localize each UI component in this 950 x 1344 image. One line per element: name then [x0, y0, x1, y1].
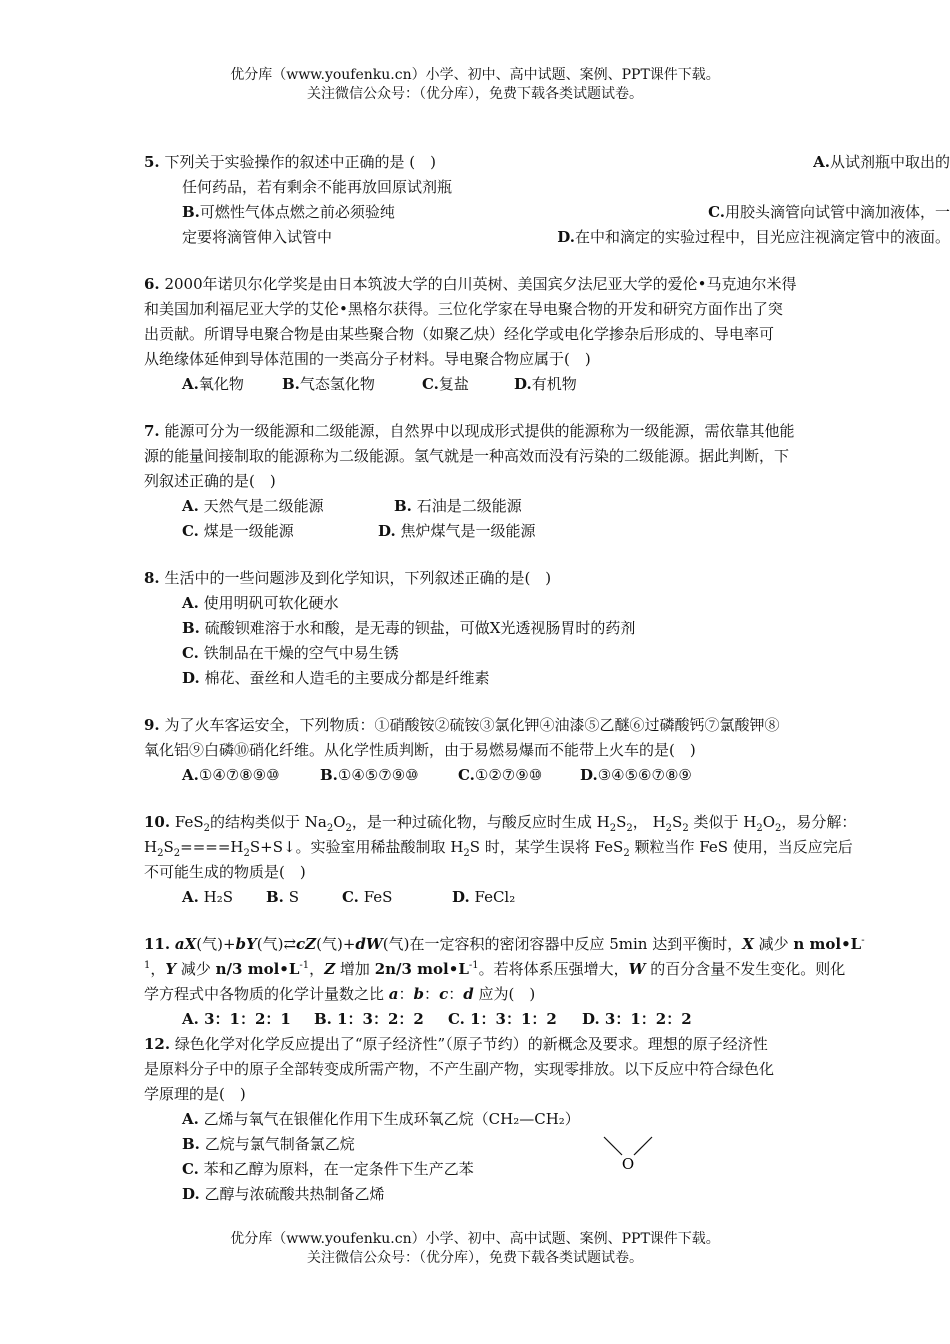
q5-option-c-label: C. — [708, 203, 725, 221]
q5-number: 5. — [144, 153, 160, 171]
q6-line-1: 2000年诺贝尔化学奖是由日本筑波大学的白川英树、美国宾夕法尼亚大学的爱伦•马克迪尔米得 — [164, 275, 797, 293]
q7-option-c: 煤是一级能源 — [203, 522, 294, 540]
q11-line-3: 学方程式中各物质的化学计量数之比 — [144, 985, 385, 1003]
q9-line-1: 为了火车客运安全，下列物质：①硝酸铵②硫铵③氯化钾④油漆⑤乙醚⑥过磷酸钙⑦氯酸钾⑧ — [164, 716, 780, 734]
q9-line-2: 氧化铝⑨白磷⑩硝化纤维。从化学性质判断，由于易燃易爆而不能带上火车的是( ) — [144, 741, 696, 759]
header-line-2: 关注微信公众号：（优分库），免费下载各类试题试卷。 — [307, 86, 643, 102]
q9-option-b: ①④⑤⑦⑨⑩ — [337, 766, 419, 784]
question-6 — [144, 272, 864, 397]
q6-option-a: 氧化物 — [198, 375, 244, 393]
q12-option-d: 乙醇与浓硫酸共热制备乙烯 — [204, 1185, 385, 1203]
question-11: 11. aX(气)+bY(气)⇄cZ(气)+dW(气)在一定容积的密闭容器中反应 5min 达到平衡时，X 减少 n mol•L- $^1$，Y 减少 n/3 $mol•L^{-1}$，Z 增加 2n/3 $mol•L^{-1}$。若将体系压强增大，W 的百分含量不发生变化。则化 学方程式中各物质的化学计量数之比 a：b：c：d 应为( ) A. 3：1：2：1 B. 1：3：2：2 C. 1：3：1：2 D. 3：1：2：2 — [144, 935, 865, 1028]
q10-number: 10. — [144, 813, 171, 831]
q11-option-d: 3：1：2：2 — [604, 1010, 692, 1028]
q7-number: 7. — [144, 422, 160, 440]
q8-option-b: 硫酸钡难溶于水和酸，是无毒的钡盐，可做X光透视肠胃时的药剂 — [204, 619, 636, 637]
q9-option-a: ①④⑦⑧⑨⑩ — [198, 766, 280, 784]
q8-number: 8. — [144, 569, 160, 587]
q7-line-3: 列叙述正确的是( ) — [144, 472, 276, 490]
q6-line-3: 出贡献。所谓导电聚合物是由某些聚合物（如聚乙炔）经化学或电化学掺杂后形成的、导电率可 — [144, 325, 775, 343]
question-10: 10. FeS$_2$的结构类似于 $Na_2O_2$，是一种过硫化物，与酸反应时生成 $H_2S_2$， $H_2S_2$ 类似于 $H_2O_2$，易分解： $H_2S_2====H_2S+S↓$。实验室用稀盐酸制取 $H_2S$ 时，某学生误将 FeS$_2$ 颗粒当作 FeS 使用，当反应完后 不可能生成的物质是( ) A. H₂S B. S C. FeS D. FeCl₂ — [144, 810, 864, 910]
footer-line-1: 优分库（www.youfenku.cn）小学、初中、高中试题、案例、PPT课件下载。 — [230, 1231, 720, 1247]
q7-option-d: 焦炉煤气是一级能源 — [400, 522, 536, 540]
ring-bond-left — [604, 1137, 622, 1155]
q12-line-2: 是原料分子中的原子全部转变成所需产物，不产生副产物，实现零排放。以下反应中符合绿色化 — [144, 1060, 775, 1078]
header-line-1: 优分库（www.youfenku.cn）小学、初中、高中试题、案例、PPT课件下载。 — [230, 67, 720, 83]
q10-option-b: S — [288, 888, 299, 906]
q10-option-c: FeS — [363, 888, 393, 906]
q5-stem: 下列关于实验操作的叙述中正确的是 ( ) — [164, 153, 436, 171]
question-7: 7. 能源可分为一级能源和二级能源，自然界中以现成形式提供的能源称为一级能源，需依靠其他能 源的能量间接制取的能源称为二级能源。氢气就是一种高效而没有污染的二级能源。据此判断，下 列叙述正确的是( ) A. 天然气是二级能源 B. 石油是二级能源 C. 煤是一级能源 D. 焦炉煤气是一级能源 — [144, 419, 864, 544]
q12-line-1: 绿色化学对化学反应提出了“原子经济性”（原子节约）的新概念及要求。理想的原子经济性 — [174, 1035, 768, 1053]
q12-option-c: 苯和乙醇为原料，在一定条件下生产乙苯 — [203, 1160, 474, 1178]
q10-option-a: H₂S — [203, 888, 234, 906]
q5-option-a-label: A. — [813, 153, 830, 171]
epoxide-ring-diagram — [598, 1133, 658, 1173]
q8-stem: 生活中的一些问题涉及到化学知识，下列叙述正确的是( ) — [164, 569, 552, 587]
q7-line-1: 能源可分为一级能源和二级能源，自然界中以现成形式提供的能源称为一级能源，需依靠其他能 — [164, 422, 795, 440]
q10-option-d: FeCl₂ — [474, 888, 516, 906]
q7-option-b: 石油是二级能源 — [416, 497, 522, 515]
question-12: 12. 绿色化学对化学反应提出了“原子经济性”（原子节约）的新概念及要求。理想的原子经济性 是原料分子中的原子全部转变成所需产物，不产生副产物，实现零排放。以下反应中符合绿色化 学原理的是( ) A. 乙烯与氧气在银催化作用下生成环氧乙烷（CH₂—CH₂） B. 乙烷与氯气制备氯乙烷 C. 苯和乙醇为原料，在一定条件下生产乙苯 D. 乙醇与浓硫酸共热制备乙烯 — [144, 1032, 864, 1207]
q11-option-a: 3：1：2：1 — [204, 1010, 291, 1028]
question-8: 8. 生活中的一些问题涉及到化学知识，下列叙述正确的是( ) A. 使用明矾可软化硬水 B. 硫酸钡难溶于水和酸，是无毒的钡盐，可做X光透视肠胃时的药剂 C. 铁制品在干燥的空气中易生锈 D. 棉花、蚕丝和人造毛的主要成分都是纤维素 — [144, 569, 636, 687]
q12-number: 12. — [144, 1035, 171, 1053]
q6-line-2: 和美国加利福尼亚大学的艾伦•黑格尔获得。三位化学家在导电聚合物的开发和研究方面作出了突 — [144, 300, 783, 318]
q5-option-c-text1: 用胶头滴管向试管中滴加液体，一 — [724, 203, 950, 221]
q6-options: A.氧化物 B.气态氢化物 C.复盐 D.有机物 — [182, 375, 577, 393]
ring-oxygen-label: O — [621, 1155, 635, 1173]
q12-option-b: 乙烷与氯气制备氯乙烷 — [204, 1135, 355, 1153]
q9-option-c: ①②⑦⑨⑩ — [474, 766, 543, 784]
q9-number: 9. — [144, 716, 160, 734]
exam-content — [144, 150, 950, 1207]
q6-option-b: 气态氢化物 — [299, 375, 375, 393]
q11-option-c: 1：3：1：2 — [470, 1010, 557, 1028]
q12-option-a: 乙烯与氧气在银催化作用下生成环氧乙烷（CH₂—CH₂） — [203, 1110, 580, 1128]
page-header — [0, 66, 950, 104]
footer-line-2: 关注微信公众号：（优分库），免费下载各类试题试卷。 — [307, 1250, 643, 1266]
question-5 — [144, 150, 950, 250]
q6-number: 6. — [144, 275, 160, 293]
ring-bond-right — [634, 1137, 652, 1155]
q5-option-d-label: D. — [557, 228, 575, 246]
q5-option-a-text1: 从试剂瓶中取出的 — [829, 153, 950, 171]
question-9: 9. 为了火车客运安全，下列物质：①硝酸铵②硫铵③氯化钾④油漆⑤乙醚⑥过磷酸钙⑦氯酸钾⑧ 氧化铝⑨白磷⑩硝化纤维。从化学性质判断，由于易燃易爆而不能带上火车的是( ) A.①④⑦⑧⑨⑩ B.①④⑤⑦⑨⑩ C.①②⑦⑨⑩ D.③④⑤⑥⑦⑧⑨ — [144, 713, 864, 788]
q9-option-d: ③④⑤⑥⑦⑧⑨ — [597, 766, 692, 784]
q8-option-c: 铁制品在干燥的空气中易生锈 — [203, 644, 399, 662]
q12-line-3: 学原理的是( ) — [144, 1085, 246, 1103]
q6-option-d: 有机物 — [531, 375, 577, 393]
q5-option-c-text2: 定要将滴管伸入试管中 — [182, 228, 333, 246]
q8-option-d: 棉花、蚕丝和人造毛的主要成分都是纤维素 — [204, 669, 490, 687]
q7-option-a: 天然气是二级能源 — [203, 497, 324, 515]
q7-line-2: 源的能量间接制取的能源称为二级能源。氢气就是一种高效而没有污染的二级能源。据此判断，下 — [144, 447, 790, 465]
q5-option-d-text: 在中和滴定的实验过程中，目光应注视滴定管中的液面。 — [574, 228, 950, 246]
q5-option-b-label: B. — [182, 203, 200, 221]
q5-option-b-text: 可燃性气体点燃之前必须验纯 — [199, 203, 395, 221]
q10-line-3: 不可能生成的物质是( ) — [144, 863, 306, 881]
q6-option-c: 复盐 — [438, 375, 469, 393]
q6-line-4: 从绝缘体延伸到导体范围的一类高分子材料。导电聚合物应属于( ) — [144, 350, 591, 368]
q8-option-a: 使用明矾可软化硬水 — [203, 594, 339, 612]
q5-option-a-text2: 任何药品，若有剩余不能再放回原试剂瓶 — [182, 178, 453, 196]
q11-number: 11. — [144, 935, 171, 953]
page-footer — [0, 1230, 950, 1268]
q11-option-b: 1：3：2：2 — [337, 1010, 424, 1028]
